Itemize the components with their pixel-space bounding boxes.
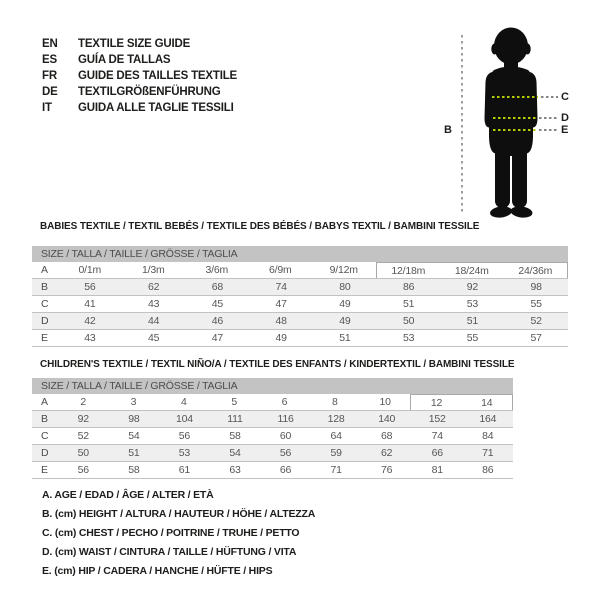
size-cell: 71 [330, 464, 342, 476]
language-code: FR [42, 70, 57, 82]
size-cell: 41 [84, 298, 96, 310]
children-size-header-bar: SIZE / TALLA / TAILLE / GRÖSSE / TAGLIA [32, 378, 513, 394]
size-cell: 111 [227, 413, 243, 425]
size-cell: 56 [279, 447, 292, 459]
size-cell: 128 [327, 413, 345, 425]
child-body [485, 28, 538, 219]
size-cell: 5 [231, 396, 237, 408]
size-cell: 52 [77, 430, 89, 442]
size-cell: 63 [229, 464, 241, 476]
size-cell: 56 [178, 430, 191, 442]
size-cell: 92 [77, 413, 89, 425]
size-cell: 61 [178, 464, 191, 476]
language-title: GUIDE DES TAILLES TEXTILE [78, 70, 237, 82]
size-cell: 62 [147, 281, 160, 293]
legend-line-height: B. (cm) HEIGHT / ALTURA / HAUTEUR / HÖHE / ALTEZZA [42, 508, 316, 520]
size-cell: 0/1m [78, 264, 102, 276]
size-cell: 116 [277, 413, 294, 425]
table-row [32, 262, 568, 278]
figure-label-height: B [444, 124, 452, 136]
table-row [32, 444, 513, 461]
row-label: C [41, 430, 49, 442]
size-cell: 14 [462, 394, 513, 410]
language-row-de [42, 84, 237, 100]
table-row [32, 461, 513, 478]
size-cell: 18/24m [440, 262, 504, 278]
size-cell: 58 [128, 464, 140, 476]
size-cell: 43 [84, 332, 96, 344]
size-cell: 58 [229, 430, 241, 442]
size-cell: 50 [77, 447, 89, 459]
size-cell: 55 [530, 298, 542, 310]
size-cell: 57 [530, 332, 542, 344]
legend-line-waist: D. (cm) WAIST / CINTURA / TAILLE / HÜFTUNG / VITA [42, 546, 297, 558]
size-cell: 3 [130, 396, 137, 408]
size-cell: 2 [80, 396, 86, 408]
language-row-fr [42, 68, 237, 84]
language-title: GUIDA ALLE TAGLIE TESSILI [78, 102, 234, 114]
size-cell: 164 [479, 413, 497, 425]
measurement-figure [440, 10, 595, 230]
size-cell: 51 [402, 298, 415, 310]
size-cell: 52 [530, 315, 542, 327]
figure-label-waist: D [561, 112, 569, 124]
size-cell: 53 [402, 332, 415, 344]
row-label: B [41, 413, 48, 425]
size-cell: 3/6m [205, 264, 229, 276]
size-cell: 71 [482, 447, 494, 459]
size-cell: 12 [410, 394, 461, 410]
size-cell: 42 [84, 315, 96, 327]
size-cell: 47 [275, 298, 287, 310]
size-cell: 24/36m [504, 262, 569, 278]
size-cell: 64 [330, 430, 342, 442]
size-cell: 1/3m [141, 264, 165, 276]
size-cell: 86 [482, 464, 494, 476]
legend-line-chest: C. (cm) CHEST / PECHO / POITRINE / TRUHE / PETTO [42, 527, 300, 539]
size-cell: 98 [530, 281, 542, 293]
size-cell: 49 [339, 298, 351, 310]
size-cell: 86 [402, 281, 415, 293]
size-cell: 76 [381, 464, 393, 476]
table-row [32, 295, 568, 312]
child-silhouette-icon [440, 10, 595, 230]
language-title: TEXTILGRÖßENFÜHRUNG [78, 86, 221, 98]
language-code: DE [42, 86, 58, 98]
size-cell: 49 [275, 332, 287, 344]
table-row [32, 312, 568, 329]
size-cell: 152 [428, 413, 446, 425]
size-cell: 98 [128, 413, 140, 425]
size-cell: 55 [466, 332, 479, 344]
table-row [32, 410, 513, 427]
size-cell: 50 [402, 315, 415, 327]
language-list [42, 36, 237, 116]
size-cell: 53 [466, 298, 479, 310]
size-cell: 45 [147, 332, 160, 344]
row-label: C [41, 298, 49, 310]
size-cell: 49 [339, 315, 351, 327]
size-cell: 56 [84, 281, 96, 293]
size-cell: 45 [211, 298, 224, 310]
babies-section-title: BABIES TEXTILE / TEXTIL BEBÉS / TEXTILE DES BÉBÉS / BABYS TEXTIL / BAMBINI TESSILE [40, 221, 480, 232]
size-cell: 74 [275, 281, 287, 293]
table-row [32, 329, 568, 346]
legend-line-hip: E. (cm) HIP / CADERA / HANCHE / HÜFTE / HIPS [42, 565, 273, 577]
size-cell: 6 [281, 396, 288, 408]
size-cell: 8 [331, 396, 338, 408]
table-row [32, 278, 568, 295]
babies-size-table [32, 246, 568, 347]
size-cell: 56 [77, 464, 89, 476]
children-size-table [32, 378, 513, 479]
size-cell: 48 [275, 315, 287, 327]
children-table-rows [32, 394, 513, 479]
size-cell: 84 [482, 430, 494, 442]
language-row-en [42, 36, 237, 52]
size-cell: 54 [229, 447, 241, 459]
size-cell: 60 [279, 430, 292, 442]
size-cell: 43 [147, 298, 160, 310]
table-row [32, 394, 513, 410]
size-cell: 9/12m [329, 264, 358, 276]
size-cell: 59 [330, 447, 342, 459]
children-section-title: CHILDREN'S TEXTILE / TEXTIL NIÑO/A / TEXTILE DES ENFANTS / KINDERTEXTIL / BAMBINI TESSILE [40, 359, 515, 370]
figure-label-hip: E [561, 124, 569, 136]
size-cell: 54 [128, 430, 140, 442]
row-label: A [41, 264, 48, 276]
table-row [32, 427, 513, 444]
size-cell: 10 [379, 396, 391, 408]
size-cell: 66 [279, 464, 292, 476]
size-cell: 81 [431, 464, 443, 476]
legend-line-age: A. AGE / EDAD / ÂGE / ALTER / ETÀ [42, 489, 214, 501]
language-row-es [42, 52, 237, 68]
size-cell: 53 [178, 447, 191, 459]
size-cell: 68 [211, 281, 224, 293]
size-cell: 68 [381, 430, 393, 442]
size-cell: 6/9m [268, 264, 292, 276]
size-cell: 92 [466, 281, 479, 293]
size-cell: 46 [211, 315, 224, 327]
size-cell: 51 [466, 315, 479, 327]
size-cell: 66 [431, 447, 443, 459]
figure-label-chest: C [561, 91, 569, 103]
row-label: E [41, 332, 48, 344]
measurement-legend [42, 486, 315, 581]
size-cell: 80 [339, 281, 351, 293]
size-cell: 47 [211, 332, 224, 344]
row-label: B [41, 281, 48, 293]
language-code: ES [42, 54, 57, 66]
size-cell: 51 [339, 332, 351, 344]
row-label: D [41, 447, 49, 459]
babies-table-rows [32, 262, 568, 347]
size-cell: 74 [431, 430, 443, 442]
row-label: E [41, 464, 48, 476]
size-cell: 44 [147, 315, 160, 327]
row-label: D [41, 315, 49, 327]
size-cell: 12/18m [376, 262, 441, 278]
size-cell: 51 [128, 447, 140, 459]
language-row-it [42, 100, 237, 116]
language-title: TEXTILE SIZE GUIDE [78, 38, 191, 50]
size-cell: 62 [381, 447, 393, 459]
size-cell: 4 [181, 396, 187, 408]
language-code: IT [42, 102, 52, 114]
language-title: GUÍA DE TALLAS [78, 54, 171, 66]
language-code: EN [42, 38, 58, 50]
size-cell: 104 [175, 413, 193, 425]
row-label: A [41, 396, 48, 408]
babies-size-header-bar: SIZE / TALLA / TAILLE / GRÖSSE / TAGLIA [32, 246, 568, 262]
size-cell: 140 [378, 413, 396, 425]
